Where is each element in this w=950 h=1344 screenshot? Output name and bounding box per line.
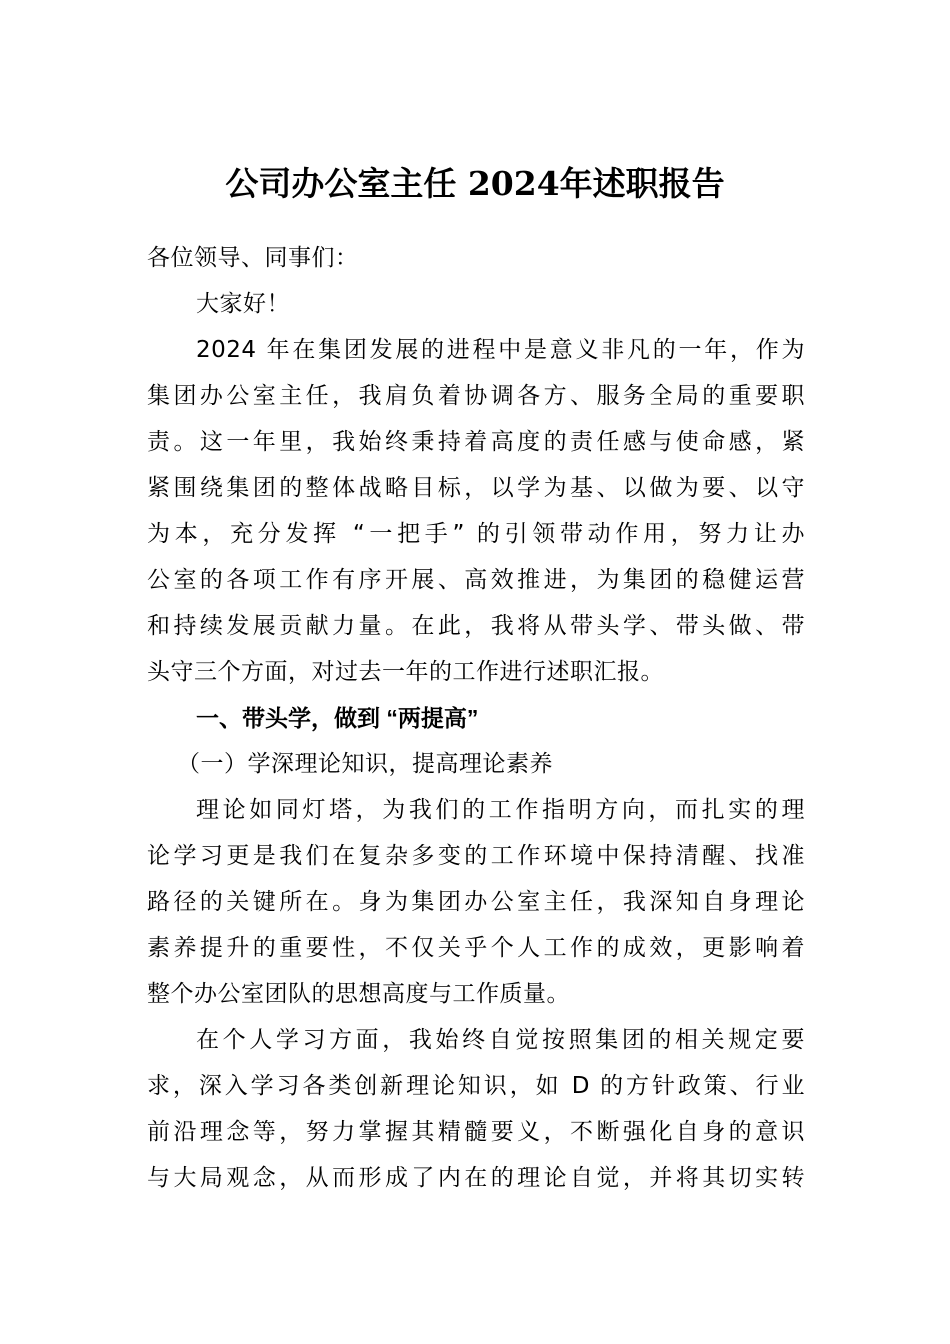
paragraph-line: 论学习更是我们在复杂多变的工作环境中保持清醒、找准 — [147, 843, 805, 869]
paragraph-line: 理论如同灯塔，为我们的工作指明方向，而扎实的理 — [196, 797, 805, 823]
paragraph-line: 求，深入学习各类创新理论知识，如 D 的方针政策、行业 — [147, 1073, 805, 1099]
paragraph-line: 紧围绕集团的整体战略目标，以学为基、以做为要、以守 — [147, 475, 805, 501]
paragraph-line: 整个办公室团队的思想高度与工作质量。 — [147, 981, 570, 1007]
greeting: 大家好！ — [196, 291, 290, 317]
paragraph-line: 公室的各项工作有序开展、高效推进，为集团的稳健运营 — [147, 567, 805, 593]
subsection-paragraph-1 — [147, 787, 805, 1017]
section-heading: 一、带头学，做到 “两提高” — [196, 705, 479, 731]
paragraph-line: 前沿理念等，努力掌握其精髓要义，不断强化自身的意识 — [147, 1119, 805, 1145]
paragraph-line: 在个人学习方面，我始终自觉按照集团的相关规定要 — [196, 1027, 805, 1053]
paragraph-line: 责。这一年里，我始终秉持着高度的责任感与使命感，紧 — [147, 429, 805, 455]
paragraph-line: 集团办公室主任，我肩负着协调各方、服务全局的重要职 — [147, 383, 805, 409]
salutation: 各位领导、同事们： — [147, 245, 359, 271]
paragraph-line: 为本，充分发挥 “一把手” 的引领带动作用，努力让办 — [147, 521, 805, 547]
document-body — [147, 235, 805, 1201]
subsection-heading: （一）学深理论知识，提高理论素养 — [177, 751, 553, 777]
paragraph-line: 头守三个方面，对过去一年的工作进行述职汇报。 — [147, 659, 664, 685]
paragraph-line: 和持续发展贡献力量。在此，我将从带头学、带头做、带 — [147, 613, 805, 639]
paragraph-line: 素养提升的重要性，不仅关乎个人工作的成效，更影响着 — [147, 935, 805, 961]
subsection-paragraph-2 — [147, 1017, 805, 1201]
paragraph-line: 2024 年在集团发展的进程中是意义非凡的一年，作为 — [196, 337, 805, 363]
intro-paragraph — [147, 327, 805, 695]
document-title: 公司办公室主任 2024年述职报告 — [225, 164, 725, 203]
paragraph-line: 与大局观念，从而形成了内在的理论自觉，并将其切实转 — [147, 1165, 805, 1191]
paragraph-line: 路径的关键所在。身为集团办公室主任，我深知自身理论 — [147, 889, 805, 915]
